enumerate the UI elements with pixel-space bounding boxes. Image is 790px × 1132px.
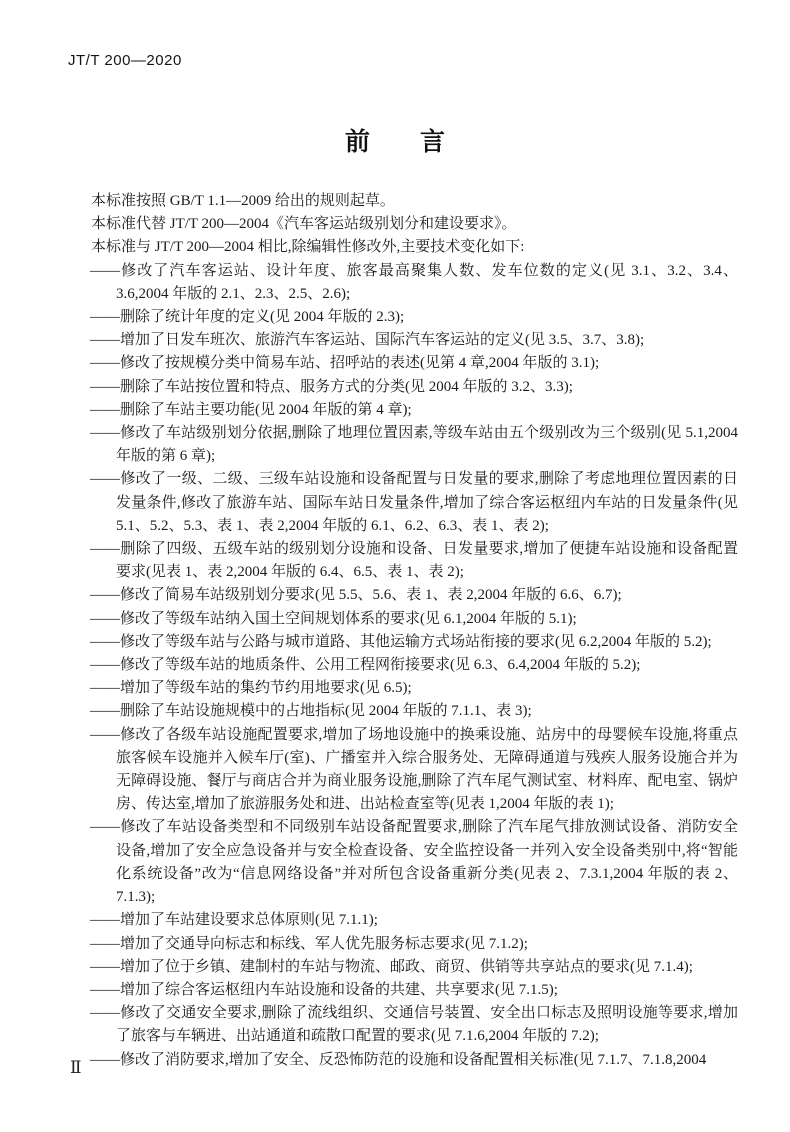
- change-item: ——删除了车站主要功能(见 2004 年版的第 4 章);: [90, 401, 412, 418]
- change-item: ——增加了位于乡镇、建制村的车站与物流、邮政、商贸、供销等共享站点的要求(见 7.1.4);: [90, 958, 693, 975]
- foreword-paragraphs: [68, 190, 738, 260]
- change-item: ——修改了等级车站与公路与城市道路、其他运输方式场站衔接的要求(见 6.2,2004 年版的 5.2);: [90, 633, 712, 650]
- standard-number: JT/T 200—2020: [68, 52, 182, 69]
- change-item: ——增加了交通导向标志和标线、军人优先服务标志要求(见 7.1.2);: [90, 935, 528, 952]
- change-item: ——删除了四级、五级车站的级别划分设施和设备、日发量要求,增加了便捷车站设施和设备配置要求(见表 1、表 2,2004 年版的 6.4、6.5、表 1、表 2);: [90, 541, 738, 581]
- change-item: ——修改了车站级别划分依据,删除了地理位置因素,等级车站由五个级别改为三个级别(见 5.1,2004 年版的第 6 章);: [90, 425, 738, 465]
- change-item: ——修改了简易车站级别划分要求(见 5.5、5.6、表 1、表 2,2004 年版的 6.6、6.7);: [90, 587, 622, 604]
- change-item: ——删除了统计年度的定义(见 2004 年版的 2.3);: [90, 309, 405, 326]
- change-item: ——修改了等级车站的地质条件、公用工程网衔接要求(见 6.3、6.4,2004 年版的 5.2);: [90, 657, 641, 674]
- change-item: ——修改了车站设备类型和不同级别车站设备配置要求,删除了汽车尾气排放测试设备、消防安全设备,增加了安全应急设备并与安全检查设备、安全监控设备一并列入安全设备类别中,将“智能化系统设备”改为“信息网络设备”并对所包含设备重新分类(见表 2、7.3.1,2004 年版的表 2、7.1.3);: [90, 819, 738, 906]
- change-item: ——修改了汽车客运站、设计年度、旅客最高聚集人数、发车位数的定义(见 3.1、3.2、3.4、3.6,2004 年版的 2.1、2.3、2.5、2.6);: [90, 262, 738, 302]
- change-item: ——增加了日发车班次、旅游汽车客运站、国际汽车客运站的定义(见 3.5、3.7、3.8);: [90, 332, 645, 349]
- change-item: ——修改了一级、二级、三级车站设施和设备配置与日发量的要求,删除了考虑地理位置因素的日发量条件,修改了旅游车站、国际车站日发量条件,增加了综合客运枢纽内车站的日发量条件(见 5.1、5.2、5.3、表 1、表 2,2004 年版的 6.1、6.2、6.3、表 1、表 2);: [90, 471, 738, 534]
- change-item: ——修改了交通安全要求,删除了流线组织、交通信号装置、安全出口标志及照明设施等要求,增加了旅客与车辆进、出站通道和疏散口配置的要求(见 7.1.6,2004 年版的 7.2);: [90, 1005, 738, 1045]
- change-item: ——删除了车站按位置和特点、服务方式的分类(见 2004 年版的 3.2、3.3);: [90, 378, 573, 395]
- change-item: ——修改了等级车站纳入国土空间规划体系的要求(见 6.1,2004 年版的 5.1);: [90, 610, 577, 627]
- change-item: ——修改了按规模分类中简易车站、招呼站的表述(见第 4 章,2004 年版的 3.1);: [90, 355, 600, 372]
- paragraph: 本标准代替 JT/T 200—2004《汽车客运站级别划分和建设要求》。: [91, 216, 517, 233]
- change-item: ——增加了综合客运枢纽内车站设施和设备的共建、共享要求(见 7.1.5);: [90, 981, 558, 998]
- change-item: ——删除了车站设施规模中的占地指标(见 2004 年版的 7.1.1、表 3);: [90, 703, 532, 720]
- paragraph: 本标准按照 GB/T 1.1—2009 给出的规则起草。: [91, 193, 395, 209]
- change-item: ——修改了消防要求,增加了安全、反恐怖防范的设施和设备配置相关标准(见 7.1.7、7.1.8,2004: [90, 1051, 707, 1068]
- foreword-title: 前 言: [344, 128, 445, 156]
- change-item: ——修改了各级车站设施配置要求,增加了场地设施中的换乘设施、站房中的母婴候车设施,将重点旅客候车设施并入候车厅(室)、广播室并入综合服务处、无障碍通道与残疾人服务设施合并为无障碍设施、餐厅与商店合并为商业服务设施,删除了汽车尾气测试室、材料库、配电室、锅炉房、传达室,增加了旅游服务处和进、出站检查室等(见表 1,2004 年版的表 1);: [90, 726, 738, 813]
- page-number: Ⅱ: [70, 1058, 82, 1077]
- paragraph: 本标准与 JT/T 200—2004 相比,除编辑性修改外,主要技术变化如下:: [91, 239, 525, 256]
- change-item: ——增加了车站建设要求总体原则(见 7.1.1);: [90, 912, 378, 929]
- change-item: ——增加了等级车站的集约节约用地要求(见 6.5);: [90, 680, 412, 697]
- changes-list: [68, 260, 738, 1072]
- foreword-content: [68, 190, 738, 1072]
